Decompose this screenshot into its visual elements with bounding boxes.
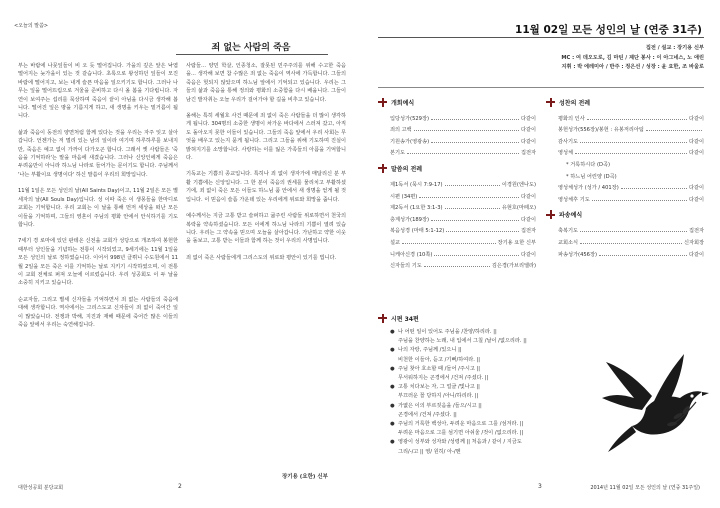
psalm-verse: ● 고통 치다보는 자, 그 얼굴 /빛나고 || 부끄러운 꼴 당하지 /아니/하리라. || xyxy=(390,384,480,400)
credit-line: 집전 / 설교 : 장기용 신부 xyxy=(645,45,704,51)
essay-title: 죄 없는 사람의 죽음 xyxy=(211,43,291,53)
service-item: 제1독서 (묵시 7:9-17) 이경원(엔나도) xyxy=(390,181,536,188)
bullet-icon: ● xyxy=(390,439,395,446)
service-item: 제2독서 (1요한 3:1-3) 유현호(마떼오) xyxy=(390,205,536,212)
essay-column-2 xyxy=(186,62,346,270)
footer-church-name: 대한성공회 분당교회 xyxy=(18,485,64,491)
cross-icon xyxy=(546,98,555,107)
dot-leader xyxy=(587,119,687,120)
bullet-icon: ● xyxy=(390,365,395,372)
right-page xyxy=(360,0,720,508)
dot-leader xyxy=(646,130,702,131)
bullet-icon: ● xyxy=(390,421,395,428)
psalm-heading: 시편 34편 xyxy=(378,312,419,324)
paragraph: 기독교는 기쁨의 종교입니다. 특히나 죄 없이 생자가에 매달리신 분 부활 기쁨에는 신앙입니다. 그 한 분이 죽음의 권세를 물리치고 부활하셨기에, 죄 없이 죽은 모든 이들도 하느님 품 안에서 새 생명을 얻게 될 것입니다. 이 믿음이 슬픔 가운데 있는 우리에게 위로와 희망을 줍니다. xyxy=(186,171,346,203)
bullet-icon: ● xyxy=(390,347,395,354)
paragraph: 삶과 죽음이 동전의 양면처럼 함께 있다는 것을 우리는 자주 잊고 살아갑니다. 언젠가는 저 멀리 있는 남의 일이라 여기며 하루하루를 보내지만, 죽음은 예고 없이 가까이 다가오곤 합니다. 그래서 옛 사람들은 '죽음을 기억하라'는 말을 마음에 새겼습니다. 그러나 신앙인에게 죽음은 두려움만이 아니라 하느님 나라로 들어가는 문이기도 합니다. 주님께서 '나는 부활이요 생명이다' 하신 말씀이 우리의 희망입니다. xyxy=(18,129,178,178)
dot-leader xyxy=(580,142,687,143)
credits-divider xyxy=(378,87,704,88)
cross-icon xyxy=(546,210,555,219)
service-item: 입당성가(529장) 다같이 xyxy=(390,115,536,122)
psalm-verse: ● 가엾은 이의 부르짖음을 /들으/시고 || 곤경에서 /건져 /주셨다. || xyxy=(390,402,482,418)
service-item: 시편 (34편) 다같이 xyxy=(390,193,536,200)
credit-line: 지휘 : 박 에레미아 / 반주 : 정은선 / 성장 : 윤 요한, 조 바울로 xyxy=(561,64,704,71)
dot-leader xyxy=(419,197,519,198)
service-item: 파송성가(456장) 다같이 xyxy=(558,251,704,258)
psalm-verse: ● 영광이 성부와 성자와 /성령께 || 처음과 / 같이 / 지금도 그리/-/고 || 영/ 원히/ 아-/멘 xyxy=(390,439,522,455)
paragraph: 순교자들, 그리고 별세 신자들을 기억하면서 죄 없는 사람들의 죽음에 대해 생각합니다. 역사에서는 그리스도교 신자들이 죄 없이 죽어간 일이 많았습니다. 전쟁과 박해, 지진과 재해 때문에 죽어간 많은 이들의 죽음 앞에서 우리는 숙연해집니다. xyxy=(18,296,178,328)
dot-leader xyxy=(592,200,687,201)
service-item: 층계성가(189장) 다같이 xyxy=(390,216,536,223)
author-signature: 장기용 (요한) 신부 xyxy=(281,474,328,480)
dot-leader xyxy=(431,220,519,221)
service-item: 기원송가(영광송) 다같이 xyxy=(390,138,536,145)
order-of-service-right xyxy=(546,96,704,258)
section-heading: 개회예식 xyxy=(378,96,536,108)
dot-leader xyxy=(446,231,519,232)
service-item: 니케아신경 (10쪽) 다같이 xyxy=(390,251,536,258)
cross-icon xyxy=(378,164,387,173)
cross-icon xyxy=(378,314,387,323)
psalm-verse: ● 주님 찾아 호소할 때 /들어 /주시고 || 무서워하지는 곤경에서 /건져 /주셨다. || xyxy=(390,365,489,382)
psalm-verse: ● 나 어떤 일이 있어도 주님을 /찬양/하리라. || 주님을 찬양하는 노래, 내 입에서 그칠 /날이 /없으리라. || xyxy=(390,329,527,345)
section-heading: 성찬의 전례 xyxy=(546,96,704,108)
dove-with-olive-branch-icon xyxy=(592,350,710,460)
paragraph: 올해는 특히 세월호 사건 때문에 죄 없이 죽은 사람들을 더 많이 생각하게 됩니다. 304명의 소중한 생명이 차가운 바다에서 스러져 갔고, 아직도 돌아오지 못한 이들이 있습니다. 그들의 죽음 앞에서 우리 사회는 무엇을 배우고 있는지 묻게 됩니다. 그리고 그들을 위해 기도하며 진실이 밝혀지기를 소망합니다. 사랑하는 이를 잃은 가족들의 아픔을 기억합니다. xyxy=(186,113,346,162)
dot-leader xyxy=(434,255,519,256)
paragraph: 예수께서는 지금 고통 받고 슬퍼하고 굶주린 사람들 위로하면서 천국의 복락을 약속하셨습니다. 모든 이에게 하느님 나라의 기쁨이 열려 있습니다. 우리는 그 약속을 믿으며 오늘을 살아갑니다. 가난하고 약한 이웃을 돌보고, 고통 받는 이들과 함께 하는 것이 우리의 사명입니다. xyxy=(186,213,346,245)
dot-leader xyxy=(599,255,687,256)
service-item: 영성체후 기도 다같이 xyxy=(558,196,704,203)
service-item: 축복기도 집전자 xyxy=(558,228,704,235)
credit-line: MC : 여 데오도로, 김 마틴 / 제단 봉사 : 이 아그네스, 노 애린 xyxy=(561,54,704,61)
service-item: 본기도 집전자 xyxy=(390,150,536,157)
dot-leader xyxy=(580,243,682,244)
paragraph: 사람들... 양민 학살, 인종청소, 잘못된 민주주의를 위해 수고한 죽음을... 생각해 보면 참 수많은 죄 없는 죽음이 역사에 가득합니다. 그들의 죽음은 헛되지 않았으며 하느님 앞에서 기억되고 있습니다. 우리는 그들의 삶과 죽음을 통해 정의와 평화의 소중함을 다시 배웁니다. 그들이 남긴 발자취는 오늘 우리가 걸어가야 할 길을 비추고 있습니다. xyxy=(186,63,346,103)
dot-leader xyxy=(407,153,519,154)
psalm-verse: ● 나의 자랑, 주님께 /있으니 || 비천한 이들아, 듣고 /기뻐/하여라. || xyxy=(390,347,481,363)
cross-icon xyxy=(378,98,387,107)
service-item: 설교 장기용 요한 신부 xyxy=(390,239,536,246)
bullet-icon: ● xyxy=(390,384,395,391)
title-divider xyxy=(378,37,704,38)
essay-column-1 xyxy=(18,62,178,337)
page-number: 3 xyxy=(538,483,542,490)
service-subitem: * 하느님 어린양 (D곡) xyxy=(566,173,617,180)
dot-leader xyxy=(402,243,496,244)
dot-leader xyxy=(575,153,687,154)
psalm-text xyxy=(390,328,580,457)
psalm-verse: ● 주님의 거룩한 백성아, 두려운 마음으로 그를 /섬겨라. || 두려운 마음으로 그를 섬기면 아쉬울 /것이 /없으리라. || xyxy=(390,421,524,437)
page-number: 2 xyxy=(178,483,182,490)
service-item: 영성체 다같이 xyxy=(558,150,704,157)
order-of-service-left xyxy=(378,96,536,269)
dot-leader xyxy=(580,231,687,232)
service-subitem: * 거룩하시다 (D곡) xyxy=(566,161,611,168)
service-item: 신자들의 기도 김은경(가브리엘라) xyxy=(390,263,536,270)
dot-leader xyxy=(424,266,490,267)
dot-leader xyxy=(445,185,500,186)
dot-leader xyxy=(431,142,519,143)
bullet-icon: ● xyxy=(390,329,395,335)
dot-leader xyxy=(431,119,519,120)
paragraph: 부는 바람에 나뭇잎들이 비 오 듯 떨어집니다. 가을의 깊은 앞은 낙엽 떨어지는 늦가을이 있는 것 같습니다. 초록으로 왕성하던 잎들이 모진 바람에 떨어지고, 보는 내게 슬픈 마음을 일으키기도 합니다. 그러나 나무는 잎을 떨어뜨림으로 겨울을 준비하고 다시 올 봄을 기다립니다. 자연이 보여주는 섭리를 묵상하며 죽음이 끝이 아님을 다시금 생각해 봅니다. 떨어진 잎은 땅을 기름지게 하고, 새 생명을 키우는 밑거름이 됩니다. xyxy=(18,63,178,120)
paragraph: 죄 없이 죽은 사람들에게 그리스도의 위로와 평안이 있기를 빕니다. xyxy=(186,254,337,261)
section-heading: 파송예식 xyxy=(546,209,704,221)
paragraph: 11월 1일은 모든 성인의 날(All Saints Day)이고, 11월 2일은 모든 별세자의 날(All Souls Day)입니다. 성 이따 죽은 이 생몽들을 한마디로 교회는 기억합니다. 우리 교회는 이 날을 통해 먼저 세상을 떠난 모든 이들을 기억하며, 그들의 영혼이 주님의 평화 안에서 안식하기를 기도합니다. xyxy=(18,188,178,228)
service-credits xyxy=(440,44,704,73)
service-item: 영성체성가 (성가 / 401장) 다같이 xyxy=(558,185,704,192)
service-item: 감사기도 다같이 xyxy=(558,138,704,145)
section-heading: 말씀의 전례 xyxy=(378,162,536,174)
paragraph: 7세기 경 로마에 있던 판테온 신전을 교회가 성당으로 개조하여 봉헌한 때부터 성인들을 기념하는 전통이 시작되었고, 9세기에는 11월 1일을 모든 성인의 날로 정하였습니다. 이어서 998년 클뤼니 수도원에서 11월 2일을 모든 죽은 이를 기억하는 날로 지키기 시작하였으며, 이 전통이 교회 전체로 퍼져 오늘에 이르렀습니다. 우리 성공회도 이 두 날을 소중히 지키고 있습니다. xyxy=(18,238,178,287)
service-item: 교회소식 신자회장 xyxy=(558,239,704,246)
service-item: 죄의 고백 다같이 xyxy=(390,127,536,134)
service-item: 복음성경 (마태 5:1-12) 집전자 xyxy=(390,228,536,235)
section-label: <오늘의 말씀> xyxy=(14,23,49,29)
service-title: 11월 02일 모든 성인의 날 (연중 31주) xyxy=(515,24,702,36)
service-item: 봉헌성가(556장)/봉헌 : 유봉저리아팀 xyxy=(546,122,704,134)
dot-leader xyxy=(445,208,500,209)
dot-leader xyxy=(414,130,519,131)
service-item: 평화의 인사 다같이 xyxy=(558,115,704,122)
dot-leader xyxy=(621,188,687,189)
bullet-icon: ● xyxy=(390,402,395,409)
title-divider xyxy=(176,54,328,55)
footer-date: 2014년 11월 02일 모든 성인의 날 (연중 31주일) xyxy=(590,485,700,491)
